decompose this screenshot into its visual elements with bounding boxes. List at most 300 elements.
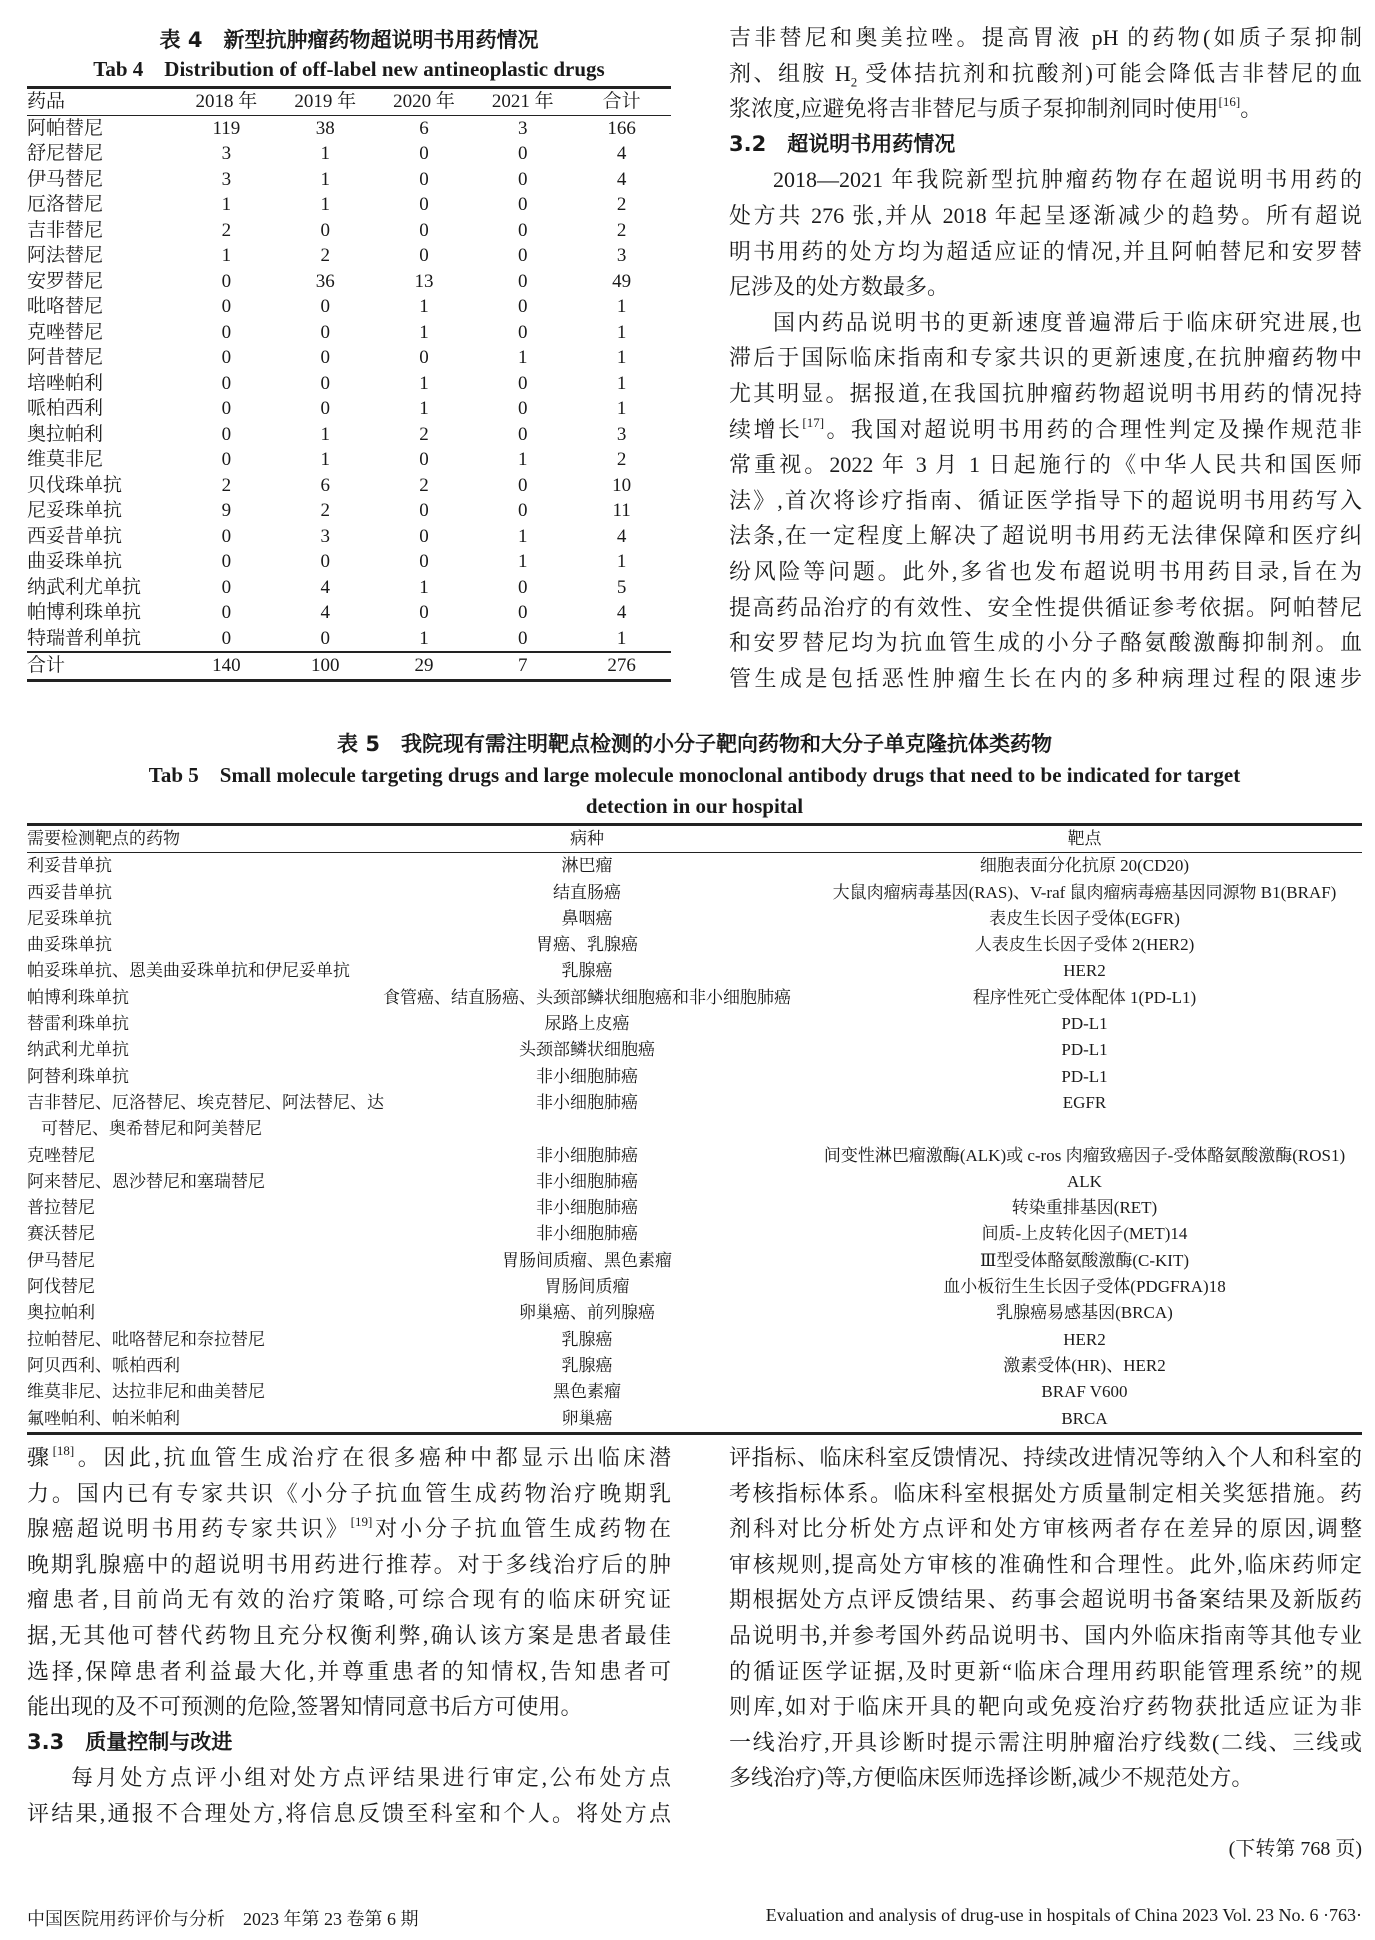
drug-name-line: 氟唑帕利、帕米帕利 [27, 1408, 180, 1428]
table-cell: 100 [310, 655, 340, 676]
text-run: 剂、组胺 H [729, 60, 851, 86]
text-run: 审核规则,提高处方审核的准确性和合理性。此外,临床药师定 [729, 1551, 1362, 1577]
table-cell: 36 [315, 270, 335, 292]
text-run: 吉非替尼和奥美拉唑。提高胃液 pH 的药物(如质子泵抑制 [729, 25, 1362, 50]
table-row [27, 1090, 1362, 1143]
table-cell: 1 [419, 321, 429, 343]
text-run: 晚期乳腺癌中的超说明书用药进行推荐。对于多线治疗后的肿 [27, 1551, 671, 1577]
text-line [729, 1440, 1362, 1476]
table-cell: 0 [419, 143, 429, 164]
table-cell: 0 [518, 398, 528, 419]
text-run: 瘤患者,目前尚无有效的治疗策略,可综合现有的临床研究证 [27, 1587, 671, 1613]
disease-cell: 尿路上皮癌 [544, 1014, 630, 1034]
table-cell: 2 [616, 219, 627, 241]
table-cell: 伊马替尼 [27, 168, 104, 190]
table-cell: 0 [518, 168, 528, 190]
drug-cell [27, 1300, 367, 1326]
body-text-right-bottom [729, 1440, 1362, 1796]
table-row [27, 243, 671, 269]
drug-cell [27, 1406, 367, 1434]
target-cell: BRCA [1061, 1408, 1108, 1428]
text-line [729, 1511, 1362, 1547]
text-line [729, 269, 1362, 305]
footer-journal-en-page: Evaluation and analysis of drug-use in hospitals of China 2023 Vol. 23 No. 6 ·763· [765, 1905, 1362, 1925]
table-cell: 2 [616, 449, 627, 470]
disease-cell: 非小细胞肺癌 [536, 1224, 638, 1244]
table-cell: 西妥昔单抗 [27, 525, 123, 547]
disease-cell: 黑色素瘤 [553, 1382, 621, 1402]
text-run: 法条,在一定程度上解决了超说明书用药无法律保障和医疗纠 [729, 523, 1362, 549]
table-cell: 0 [221, 423, 232, 445]
table4-header-cell: 2021 年 [491, 91, 554, 112]
table-row [27, 447, 671, 473]
text-run: 管生成是包括恶性肿瘤生长在内的多种病理过程的限速步 [729, 665, 1362, 691]
table-cell: 1 [419, 576, 429, 598]
table-cell: 0 [419, 194, 429, 215]
drug-cell [27, 1011, 367, 1037]
drug-cell [27, 985, 367, 1011]
text-line [27, 1582, 671, 1618]
table-cell: 1 [518, 347, 528, 368]
body-text-left-bottom [27, 1440, 671, 1832]
table-cell: 1 [616, 321, 627, 343]
text-line [27, 1511, 671, 1547]
subscript: 2 [850, 73, 858, 89]
drug-cell [27, 958, 367, 984]
table-cell: 帕博利珠单抗 [27, 602, 142, 623]
text-run: 受体拮抗剂和抗酸剂)可能会降低吉非替尼的血 [857, 60, 1362, 86]
table-row [27, 1011, 1362, 1037]
table-cell: 安罗替尼 [27, 270, 104, 292]
text-line [729, 554, 1362, 590]
disease-cell: 鼻咽癌 [561, 908, 613, 928]
table-cell: 特瑞普利单抗 [27, 627, 142, 649]
text-line [729, 1547, 1362, 1583]
table-row [27, 1221, 1362, 1247]
target-cell: 表皮生长因子受体(EGFR) [989, 908, 1180, 928]
section-heading [729, 127, 1362, 163]
drug-name-line: 纳武利尤单抗 [27, 1040, 129, 1060]
table-cell: 2 [419, 423, 429, 445]
table-cell: 38 [315, 117, 335, 139]
target-cell: 血小板衍生生长因子受体(PDGFRA)18 [943, 1277, 1226, 1297]
text-line [729, 1618, 1362, 1654]
table-cell: 厄洛替尼 [27, 194, 104, 215]
table5-header-cell: 靶点 [1067, 829, 1102, 848]
table4 [27, 86, 671, 682]
table-cell: 阿昔替尼 [27, 347, 104, 368]
table-cell: 5 [616, 576, 627, 598]
table5-caption-cn: 表 5 我院现有需注明靶点检测的小分子靶向药物和大分子单克隆抗体类药物 [337, 732, 1052, 756]
table-cell: 0 [518, 500, 528, 521]
table-cell: 0 [320, 347, 330, 368]
text-run: 据,无其他可替代药物且充分权衡利弊,确认该方案是患者最佳 [27, 1622, 671, 1648]
table4-header-row [27, 88, 671, 116]
drug-cell [27, 906, 367, 932]
table-cell: 0 [320, 627, 330, 649]
text-line [729, 20, 1362, 56]
table-row [27, 600, 671, 626]
table5 [27, 823, 1362, 1435]
disease-cell: 淋巴瘤 [561, 856, 613, 876]
drug-name-line: 西妥昔单抗 [27, 882, 112, 902]
disease-cell: 非小细胞肺癌 [536, 1066, 638, 1086]
text-run: 滞后于国际临床指南和专家共识的更新速度,在抗肿瘤药物中 [729, 345, 1362, 371]
text-run: 考核指标体系。临床科室根据处方质量制定相关奖惩措施。药 [729, 1480, 1362, 1506]
table-cell: 合计 [27, 655, 66, 676]
text-line [27, 1796, 671, 1832]
target-cell: 人表皮生长因子受体 2(HER2) [974, 935, 1195, 955]
table-cell: 1 [419, 372, 429, 394]
citation-ref: [18] [52, 1443, 75, 1458]
table-cell: 11 [612, 500, 631, 521]
table-row [27, 1406, 1362, 1434]
table-row [27, 167, 671, 193]
table-row [27, 192, 671, 218]
target-cell: 大鼠肉瘤病毒基因(RAS)、V-raf 鼠肉瘤病毒癌基因同源物 B1(BRAF) [832, 882, 1337, 902]
table-row [27, 218, 671, 244]
text-run: 常重视。2022 年 3 月 1 日起施行的《中华人民共和国医师 [729, 452, 1362, 478]
table4-header-cell: 2019 年 [294, 91, 357, 112]
text-line [729, 1582, 1362, 1618]
table-cell: 9 [221, 500, 232, 521]
table-cell: 吡咯替尼 [27, 296, 104, 317]
drug-name-line: 普拉替尼 [27, 1198, 95, 1218]
table-cell: 140 [212, 655, 241, 676]
target-cell: ALK [1067, 1171, 1102, 1191]
table-cell: 2 [320, 500, 330, 521]
table-row [27, 1195, 1362, 1221]
drug-cell [27, 1221, 367, 1247]
table-cell: 1 [419, 296, 429, 317]
target-cell: BRAF V600 [1041, 1382, 1128, 1402]
text-line [729, 162, 1362, 198]
table-cell: 4 [616, 143, 627, 164]
table-row [27, 549, 671, 575]
text-run: 国内药品说明书的更新速度普遍滞后于临床研究进展,也 [773, 309, 1362, 335]
table5-caption-en-line2: detection in our hospital [585, 794, 804, 818]
table-cell: 哌柏西利 [27, 398, 104, 419]
text-line [729, 305, 1362, 341]
disease-cell: 非小细胞肺癌 [536, 1145, 638, 1165]
drug-name-line: 阿来替尼、恩沙替尼和塞瑞替尼 [27, 1171, 265, 1191]
table-cell: 3 [616, 423, 627, 445]
table-cell: 166 [607, 117, 636, 139]
table-cell: 1 [518, 551, 528, 572]
table4-header-cell: 合计 [602, 91, 641, 112]
table-cell: 1 [616, 296, 627, 317]
table-row [27, 1274, 1362, 1300]
text-line [729, 198, 1362, 234]
table-cell: 0 [518, 423, 528, 445]
disease-cell: 食管癌、结直肠癌、头颈部鳞状细胞癌和非小细胞肺癌 [383, 987, 791, 1007]
text-run: 每月处方点评小组对处方点评结果进行审定,公布处方点 [71, 1765, 671, 1791]
table-row [27, 524, 671, 550]
drug-cell [27, 853, 367, 880]
table-cell: 1 [320, 143, 330, 164]
table-cell: 0 [320, 219, 330, 241]
table-cell: 2 [616, 194, 627, 215]
table-cell: 奥拉帕利 [27, 423, 104, 445]
text-run: 提高药品治疗的有效性、安全性提供循证参考依据。阿帕替尼 [729, 594, 1362, 620]
table-row [27, 396, 671, 422]
text-run: 评指标、临床科室反馈情况、持续改进情况等纳入个人和科室的 [729, 1445, 1362, 1470]
text-line [729, 340, 1362, 376]
text-run: 3.2 超说明书用药情况 [729, 131, 956, 156]
table-cell: 0 [221, 551, 232, 572]
table-cell: 3 [221, 143, 232, 164]
table-cell: 6 [320, 474, 330, 496]
drug-cell [27, 1143, 367, 1169]
citation-ref: [16] [1218, 94, 1241, 110]
disease-cell: 卵巢癌、前列腺癌 [519, 1303, 655, 1323]
target-cell: PD-L1 [1061, 1066, 1108, 1086]
table-cell: 1 [616, 551, 627, 572]
table-cell: 0 [518, 321, 528, 343]
table-row [27, 575, 671, 601]
text-run: 骤 [27, 1445, 53, 1470]
target-cell: 激素受体(HR)、HER2 [1003, 1355, 1166, 1375]
text-line [729, 91, 1362, 127]
table-cell: 0 [419, 551, 429, 572]
table-cell: 0 [419, 245, 429, 266]
text-run: 。我国对超说明书用药的合理性判定及操作规范非 [824, 416, 1362, 442]
table-cell: 1 [616, 372, 627, 394]
drug-name-line: 奥拉帕利 [27, 1303, 95, 1323]
table-cell: 贝伐珠单抗 [27, 474, 123, 496]
table-row [27, 1379, 1362, 1405]
table-row [27, 141, 671, 167]
section-heading [27, 1725, 671, 1761]
table-cell: 1 [518, 449, 528, 470]
table-cell: 0 [221, 525, 232, 547]
table-cell: 3 [616, 245, 627, 266]
table-row [27, 853, 1362, 880]
table-cell: 阿法替尼 [27, 245, 104, 266]
table-cell: 0 [518, 194, 528, 215]
table-row [27, 269, 671, 295]
text-line [729, 1476, 1362, 1512]
drug-name-line: 阿伐替尼 [27, 1277, 95, 1297]
text-run: 浆浓度,应避免将吉非替尼与质子泵抑制剂同时使用 [729, 96, 1219, 122]
text-line [27, 1476, 671, 1512]
table-cell: 0 [221, 449, 232, 470]
text-run: 2018—2021 年我院新型抗肿瘤药物存在超说明书用药的 [773, 167, 1362, 193]
target-cell: HER2 [1063, 961, 1106, 981]
text-line [27, 1618, 671, 1654]
drug-name-line: 吉非替尼、厄洛替尼、埃克替尼、阿法替尼、达 [27, 1092, 384, 1112]
drug-cell [27, 1327, 367, 1353]
table-cell: 1 [419, 398, 429, 419]
disease-cell: 胃癌、乳腺癌 [536, 935, 638, 955]
table-row [27, 1037, 1362, 1063]
text-line [729, 376, 1362, 412]
text-line [729, 590, 1362, 626]
text-run: 尤其明显。据报道,在我国抗肿瘤药物超说明书用药的情况持 [729, 380, 1362, 406]
text-run: 的循证医学证据,及时更新“临床合理用药职能管理系统”的规 [729, 1658, 1362, 1684]
text-run: 多线治疗)等,方便临床医师选择诊断,减少不规范处方。 [729, 1765, 1254, 1791]
table-cell: 4 [616, 168, 627, 190]
target-cell: PD-L1 [1061, 1014, 1108, 1034]
drug-cell [27, 1037, 367, 1063]
table-cell: 49 [612, 270, 632, 292]
continued-note: (下转第 768 页) [1228, 1838, 1362, 1860]
table-cell: 0 [419, 449, 429, 470]
text-line [729, 625, 1362, 661]
table-row [27, 345, 671, 371]
table-cell: 0 [518, 627, 528, 649]
text-line [729, 1689, 1362, 1725]
text-run: 。因此,抗血管生成治疗在很多癌种中都显示出临床潜 [74, 1445, 671, 1470]
table-cell: 尼妥珠单抗 [27, 500, 123, 521]
text-line [729, 518, 1362, 554]
drug-cell [27, 1353, 367, 1379]
text-line [729, 447, 1362, 483]
text-run: 力。国内已有专家共识《小分子抗血管生成药物治疗晚期乳 [27, 1480, 671, 1506]
table-cell: 29 [414, 655, 434, 676]
text-line [27, 1654, 671, 1690]
text-run: 能出现的及不可预测的危险,签署知情同意书后方可使用。 [27, 1694, 583, 1720]
table-row [27, 473, 671, 499]
text-run: 和安罗替尼均为抗血管生成的小分子酪氨酸激酶抑制剂。血 [729, 630, 1362, 656]
table-cell: 0 [518, 296, 528, 317]
table-cell: 维莫非尼 [27, 449, 104, 470]
table-cell: 0 [221, 296, 232, 317]
text-line [27, 1547, 671, 1583]
table-cell: 1 [320, 449, 330, 470]
drug-name-line: 曲妥珠单抗 [27, 935, 112, 955]
drug-name-line: 帕妥珠单抗、恩美曲妥珠单抗和伊尼妥单抗 [27, 961, 350, 981]
table-cell: 0 [419, 219, 429, 241]
table-cell: 0 [419, 525, 429, 547]
table-row [27, 626, 671, 653]
disease-cell: 胃肠间质瘤 [544, 1277, 630, 1297]
text-run: 3.3 质量控制与改进 [27, 1729, 233, 1754]
table-cell: 纳武利尤单抗 [27, 576, 142, 598]
drug-name-line: 克唑替尼 [27, 1145, 95, 1165]
text-run: 则库,如对于临床开具的靶向或免疫治疗药物获批适应证为非 [729, 1694, 1362, 1720]
drug-name-line: 可替尼、奥希替尼和阿美替尼 [41, 1119, 262, 1139]
table-cell: 0 [221, 576, 232, 598]
target-cell: 乳腺癌易感基因(BRCA) [996, 1303, 1173, 1323]
target-cell: Ⅲ型受体酪氨酸激酶(C-KIT) [979, 1250, 1190, 1270]
disease-cell: 非小细胞肺癌 [536, 1092, 638, 1112]
table-row [27, 371, 671, 397]
table-cell: 0 [518, 602, 528, 623]
table-row [27, 1169, 1362, 1195]
table-cell: 3 [518, 117, 528, 139]
table-row [27, 906, 1362, 932]
text-run: 品说明书,并参考国外药品说明书、国内外临床指南等其他专业 [729, 1622, 1362, 1648]
drug-name-line: 维莫非尼、达拉非尼和曲美替尼 [27, 1382, 265, 1402]
table-cell: 10 [612, 474, 632, 496]
text-run: 处方共 276 张,并从 2018 年起呈逐渐减少的趋势。所有超说 [729, 202, 1362, 228]
table-cell: 0 [320, 372, 330, 394]
drug-cell [27, 1064, 367, 1090]
table-cell: 2 [419, 474, 429, 496]
table-row [27, 1327, 1362, 1353]
text-line [729, 661, 1362, 697]
text-line [729, 1725, 1362, 1761]
table-cell: 0 [221, 398, 232, 419]
table-cell: 1 [518, 525, 528, 547]
drug-cell [27, 1379, 367, 1405]
table-cell: 1 [320, 423, 330, 445]
table-cell: 培唑帕利 [27, 372, 104, 394]
table-row [27, 115, 671, 141]
drug-name-line: 阿替利珠单抗 [27, 1066, 129, 1086]
drug-name-line: 替雷利珠单抗 [27, 1014, 129, 1034]
table-cell: 0 [221, 602, 232, 623]
table-cell: 1 [616, 398, 627, 419]
table-cell: 0 [518, 143, 528, 164]
target-cell: EGFR [1062, 1092, 1107, 1112]
table-row [27, 422, 671, 448]
text-run: 续增长 [729, 416, 803, 442]
table-cell: 2 [221, 219, 232, 241]
table-row [27, 985, 1362, 1011]
text-run: 期根据处方点评反馈结果、药事会超说明书备案结果及新版药 [729, 1587, 1362, 1613]
text-run: 明书用药的处方均为超适应证的情况,并且阿帕替尼和安罗替 [729, 238, 1362, 264]
table-row [27, 1143, 1362, 1169]
table-cell: 0 [518, 245, 528, 266]
text-run: 尼涉及的处方数最多。 [729, 274, 950, 300]
text-run: 纷风险等问题。此外,多省也发布超说明书用药目录,旨在为 [729, 558, 1362, 584]
table-cell: 1 [320, 168, 330, 190]
table-row [27, 1064, 1362, 1090]
disease-cell: 非小细胞肺癌 [536, 1171, 638, 1191]
table-cell: 0 [221, 347, 232, 368]
drug-name-line: 拉帕替尼、吡咯替尼和奈拉替尼 [27, 1329, 265, 1349]
table-cell: 0 [320, 296, 330, 317]
drug-cell [27, 880, 367, 906]
table-cell: 0 [518, 474, 528, 496]
drug-name-line: 利妥昔单抗 [27, 856, 112, 876]
target-cell: 转染重排基因(RET) [1011, 1198, 1158, 1218]
table-row [27, 1300, 1362, 1326]
table-cell: 119 [212, 117, 241, 139]
target-cell: HER2 [1063, 1329, 1106, 1349]
table4-caption-en: Tab 4 Distribution of off-label new antineoplastic drugs [93, 57, 605, 81]
table-row [27, 320, 671, 346]
table-cell: 0 [320, 321, 330, 343]
table5-caption-en-line1: Tab 5 Small molecule targeting drugs and large molecule monoclonal antibody drugs that need to be indicated for target [148, 763, 1241, 787]
table-cell: 0 [221, 321, 232, 343]
target-cell: 间质-上皮转化因子(MET)14 [981, 1224, 1188, 1244]
text-line [27, 1440, 671, 1476]
drug-name-line: 伊马替尼 [27, 1250, 95, 1270]
target-cell: 程序性死亡受体配体 1(PD-L1) [972, 987, 1197, 1007]
disease-cell: 卵巢癌 [561, 1408, 613, 1428]
table-cell: 1 [616, 347, 627, 368]
target-cell: 细胞表面分化抗原 20(CD20) [979, 856, 1190, 876]
text-line [729, 56, 1362, 92]
text-line [729, 1654, 1362, 1690]
table-cell: 0 [419, 500, 429, 521]
table4-header-cell: 2018 年 [195, 91, 258, 112]
table-row [27, 880, 1362, 906]
table-cell: 0 [419, 602, 429, 623]
table-cell: 0 [221, 372, 232, 394]
drug-cell [27, 1169, 367, 1195]
text-line [27, 1689, 671, 1725]
table-cell: 0 [518, 270, 528, 292]
text-line [27, 1760, 671, 1796]
drug-cell [27, 1090, 384, 1143]
table5-header-cell: 需要检测靶点的药物 [27, 829, 180, 848]
drug-cell [27, 1274, 367, 1300]
text-run: 腺癌超说明书用药专家共识》 [27, 1516, 351, 1542]
